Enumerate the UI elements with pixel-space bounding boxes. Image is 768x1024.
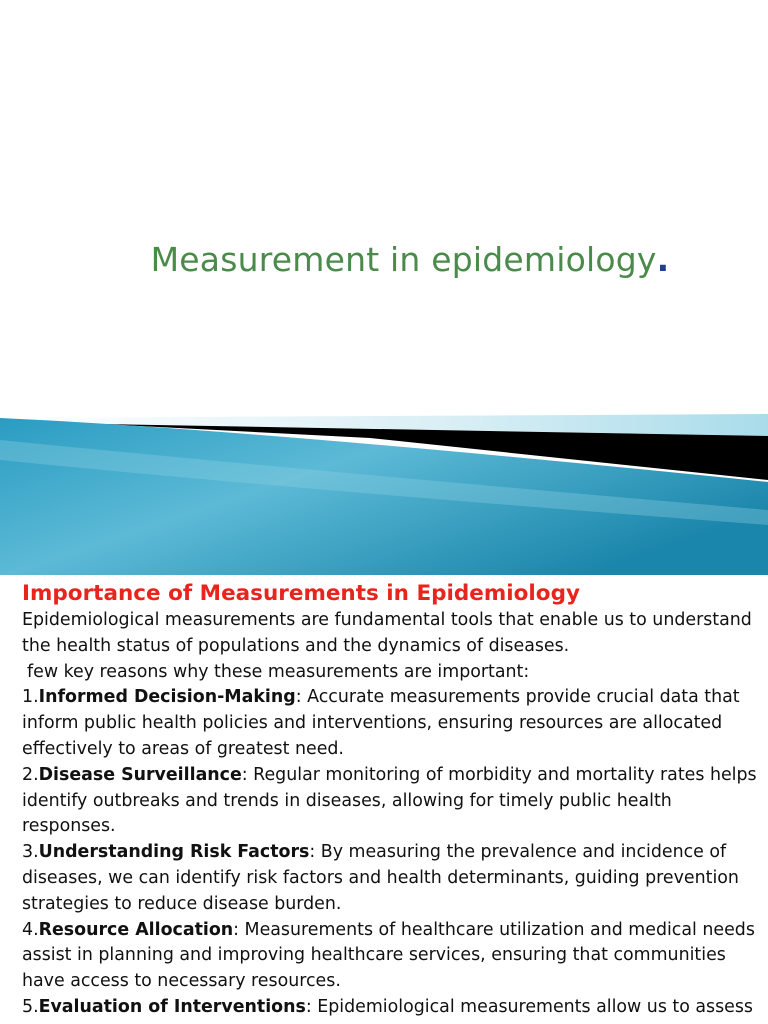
- item-title: Informed Decision-Making: [38, 687, 296, 708]
- item-title: Disease Surveillance: [38, 764, 242, 785]
- item-number: 4.: [22, 919, 39, 940]
- article-heading: Importance of Measurements in Epidemiology: [22, 581, 580, 606]
- list-item: [22, 918, 762, 995]
- item-text: : Accurate measurements provide crucial data that inform public health policies and interventions, ensuring resources are allocated effectively to areas of greatest need.: [22, 687, 740, 759]
- list-item: [22, 763, 762, 840]
- item-text: : Measurements of healthcare utilization and medical needs assist in planning and improving healthcare services, ensuring that communities have access to necessary resources.: [22, 919, 755, 992]
- slide-title-period: .: [656, 240, 670, 279]
- article-body: [22, 580, 762, 1024]
- lead-paragraph: few key reasons why these measurements are important:: [27, 661, 530, 682]
- item-text: : Epidemiological measurements allow us to assess: [305, 996, 753, 1017]
- item-title: Understanding Risk Factors: [38, 842, 310, 863]
- item-title: Evaluation of Interventions: [38, 996, 306, 1017]
- list-item: [22, 995, 762, 1021]
- item-number: 3.: [22, 842, 39, 863]
- list-item: [22, 840, 762, 917]
- slide-title: [0, 240, 768, 279]
- item-number: 5.: [22, 996, 39, 1017]
- item-text: : By measuring the prevalence and incidence of diseases, we can identify risk factors and health determinants, guiding prevention strategies to reduce disease burden.: [22, 842, 739, 914]
- slide-title-text: Measurement in epidemiology: [150, 240, 657, 279]
- list-item: [22, 685, 762, 762]
- slide-decorative-band: [0, 400, 768, 575]
- intro-paragraph: Epidemiological measurements are fundamental tools that enable us to understand the health status of populations and the dynamics of diseases.: [22, 610, 752, 656]
- item-title: Resource Allocation: [38, 919, 234, 940]
- item-number: 1.: [22, 687, 39, 708]
- item-number: 2.: [22, 764, 39, 785]
- item-text: : Regular monitoring of morbidity and mortality rates helps identify outbreaks and trends in diseases, allowing for timely public health responses.: [22, 764, 757, 837]
